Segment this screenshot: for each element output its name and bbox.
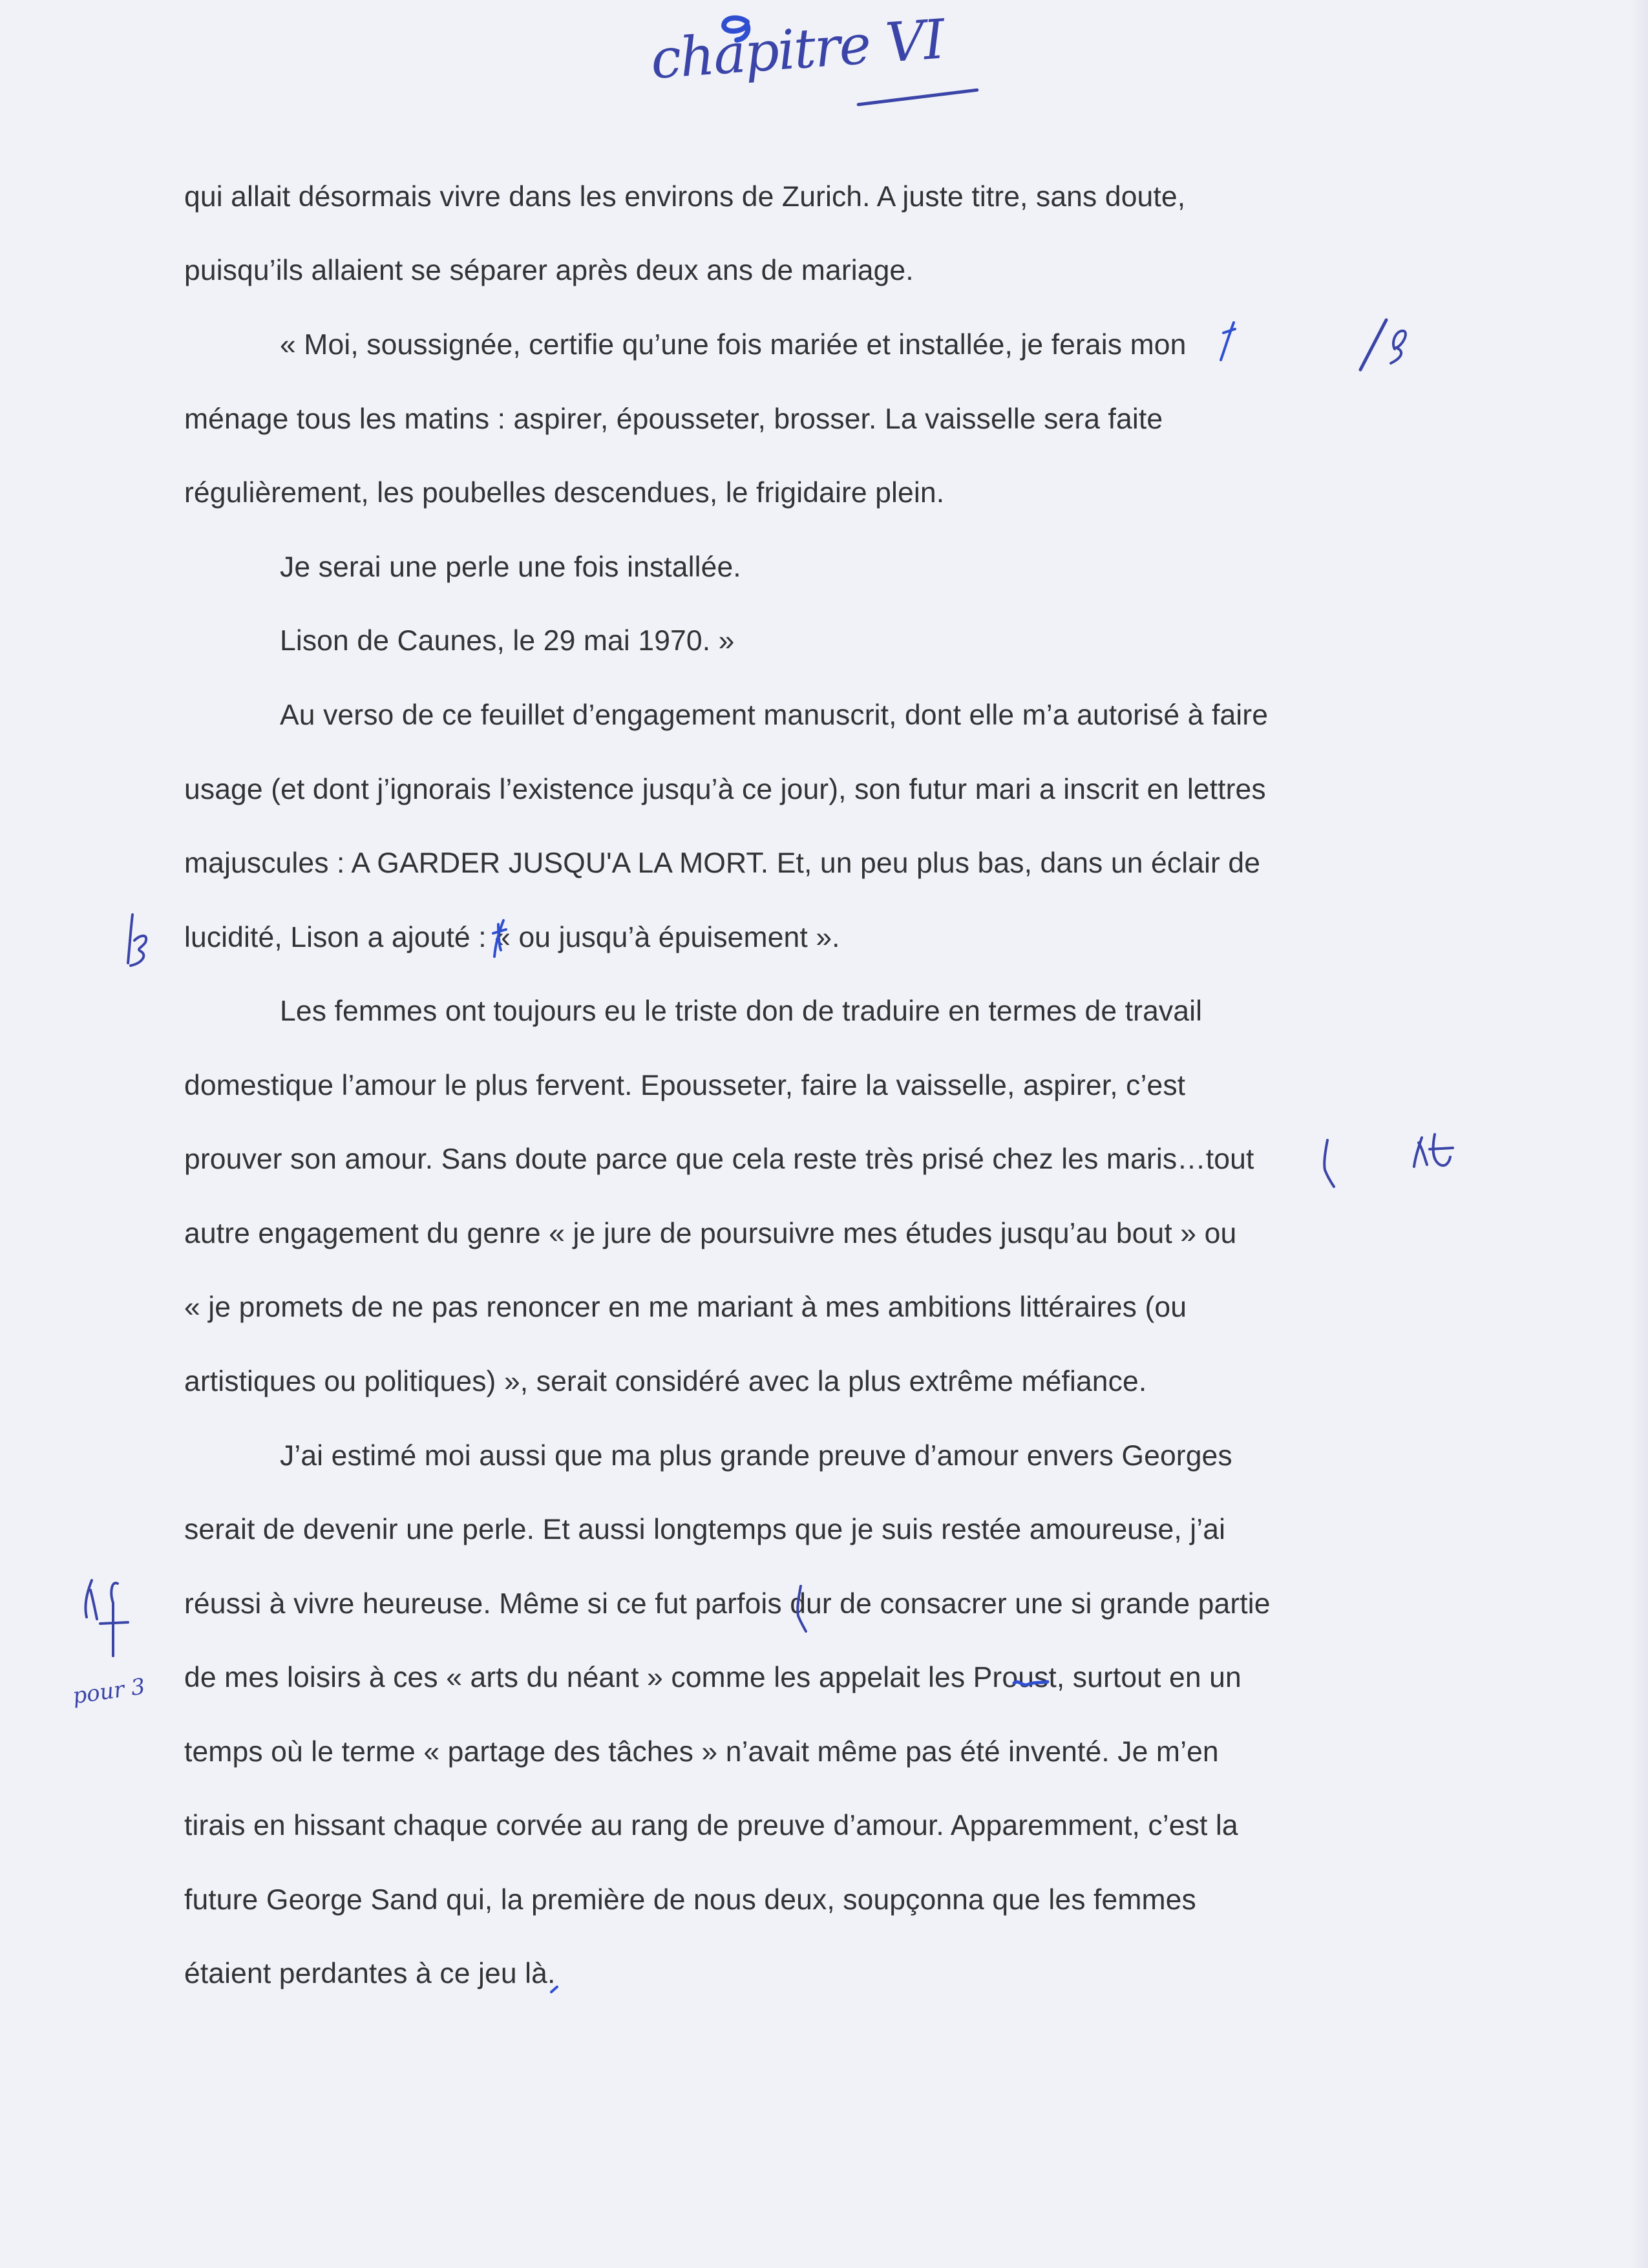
margin-note-svg <box>123 911 162 970</box>
text-line-content: « Moi, soussignée, certifie qu’une fois mariée et installée, je ferais mon <box>280 329 1187 361</box>
correction-mark <box>489 918 509 963</box>
margin-note-left-3: pour 3 <box>70 1673 147 1710</box>
text-line: « je promets de ne pas renoncer en me mariant à mes ambitions littéraires (ou <box>184 1291 1187 1323</box>
margin-note-left-2 <box>78 1577 142 1671</box>
text-line <box>280 331 1186 360</box>
text-line: régulièrement, les poubelles descendues, le frigidaire plein. <box>184 477 945 509</box>
chapter-title-correction-mark <box>716 14 755 50</box>
text-line: Je serai une perle une fois installée. <box>280 551 741 583</box>
page-edge <box>1629 0 1648 2268</box>
text-line: prouver son amour. Sans doute parce que cela reste très prisé chez les maris…tout <box>184 1143 1254 1175</box>
text-line: Au verso de ce feuillet d’engagement manuscrit, dont elle m’a autorisé à faire <box>280 699 1269 731</box>
hyphen-insertion-mark <box>549 1983 562 1999</box>
text-line: étaient perdantes à ce jeu là. <box>184 1958 556 1989</box>
text-line: future George Sand qui, la première de nous deux, soupçonna que les femmes <box>184 1884 1196 1916</box>
strikethrough-mark <box>1011 1674 1050 1697</box>
text-line: J’ai estimé moi aussi que ma plus grande preuve d’amour envers Georges <box>280 1440 1232 1472</box>
text-line: ménage tous les matins : aspirer, épousseter, brosser. La vaisselle sera faite <box>184 403 1163 435</box>
correction-mark <box>792 1584 811 1638</box>
text-line: serait de devenir une perle. Et aussi longtemps que je suis restée amoureuse, j’ai <box>184 1514 1226 1545</box>
text-line: domestique l’amour le plus fervent. Epousseter, faire la vaisselle, aspirer, c’est <box>184 1070 1186 1101</box>
text-line: lucidité, Lison a ajouté : « ou jusqu’à épuisement ». <box>184 922 840 953</box>
correction-mark <box>1318 1138 1338 1192</box>
text-line: de mes loisirs à ces « arts du néant » comme les appelait les Proust, surtout en un <box>184 1662 1241 1693</box>
text-line: qui allait désormais vivre dans les environs de Zurich. A juste titre, sans doute, <box>184 181 1186 213</box>
text-line: usage (et dont j’ignorais l’existence jusqu’à ce jour), son futur mari a inscrit en lettres <box>184 774 1266 805</box>
margin-note-right-2 <box>1409 1131 1461 1180</box>
margin-note-svg <box>78 1577 142 1668</box>
text-line: autre engagement du genre « je jure de poursuivre mes études jusqu’au bout » ou <box>184 1218 1237 1249</box>
margin-note-svg <box>1409 1131 1461 1176</box>
text-line: réussi à vivre heureuse. Même si ce fut parfois dur de consacrer une si grande partie <box>184 1588 1271 1620</box>
margin-note-svg <box>1357 317 1415 375</box>
correction-mark <box>1217 320 1236 368</box>
text-line: temps où le terme « partage des tâches » n’avait même pas été inventé. Je m’en <box>184 1736 1219 1768</box>
text-line: majuscules : A GARDER JUSQU'A LA MORT. Et, un peu plus bas, dans un éclair de <box>184 847 1261 879</box>
text-line: Lison de Caunes, le 29 mai 1970. » <box>280 625 735 657</box>
handwritten-chapter-title: chapitre VI <box>648 7 946 91</box>
text-line: artistiques ou politiques) », serait considéré avec la plus extrême méfiance. <box>184 1366 1147 1397</box>
text-line: puisqu’ils allaient se séparer après deux ans de mariage. <box>184 255 914 286</box>
text-line: Les femmes ont toujours eu le triste don de traduire en termes de travail <box>280 995 1203 1027</box>
margin-note-left-1 <box>123 911 162 973</box>
margin-note-right-1 <box>1357 317 1415 378</box>
text-line: tirais en hissant chaque corvée au rang de preuve d’amour. Apparemment, c’est la <box>184 1810 1238 1841</box>
chapter-title-underline <box>856 88 978 106</box>
